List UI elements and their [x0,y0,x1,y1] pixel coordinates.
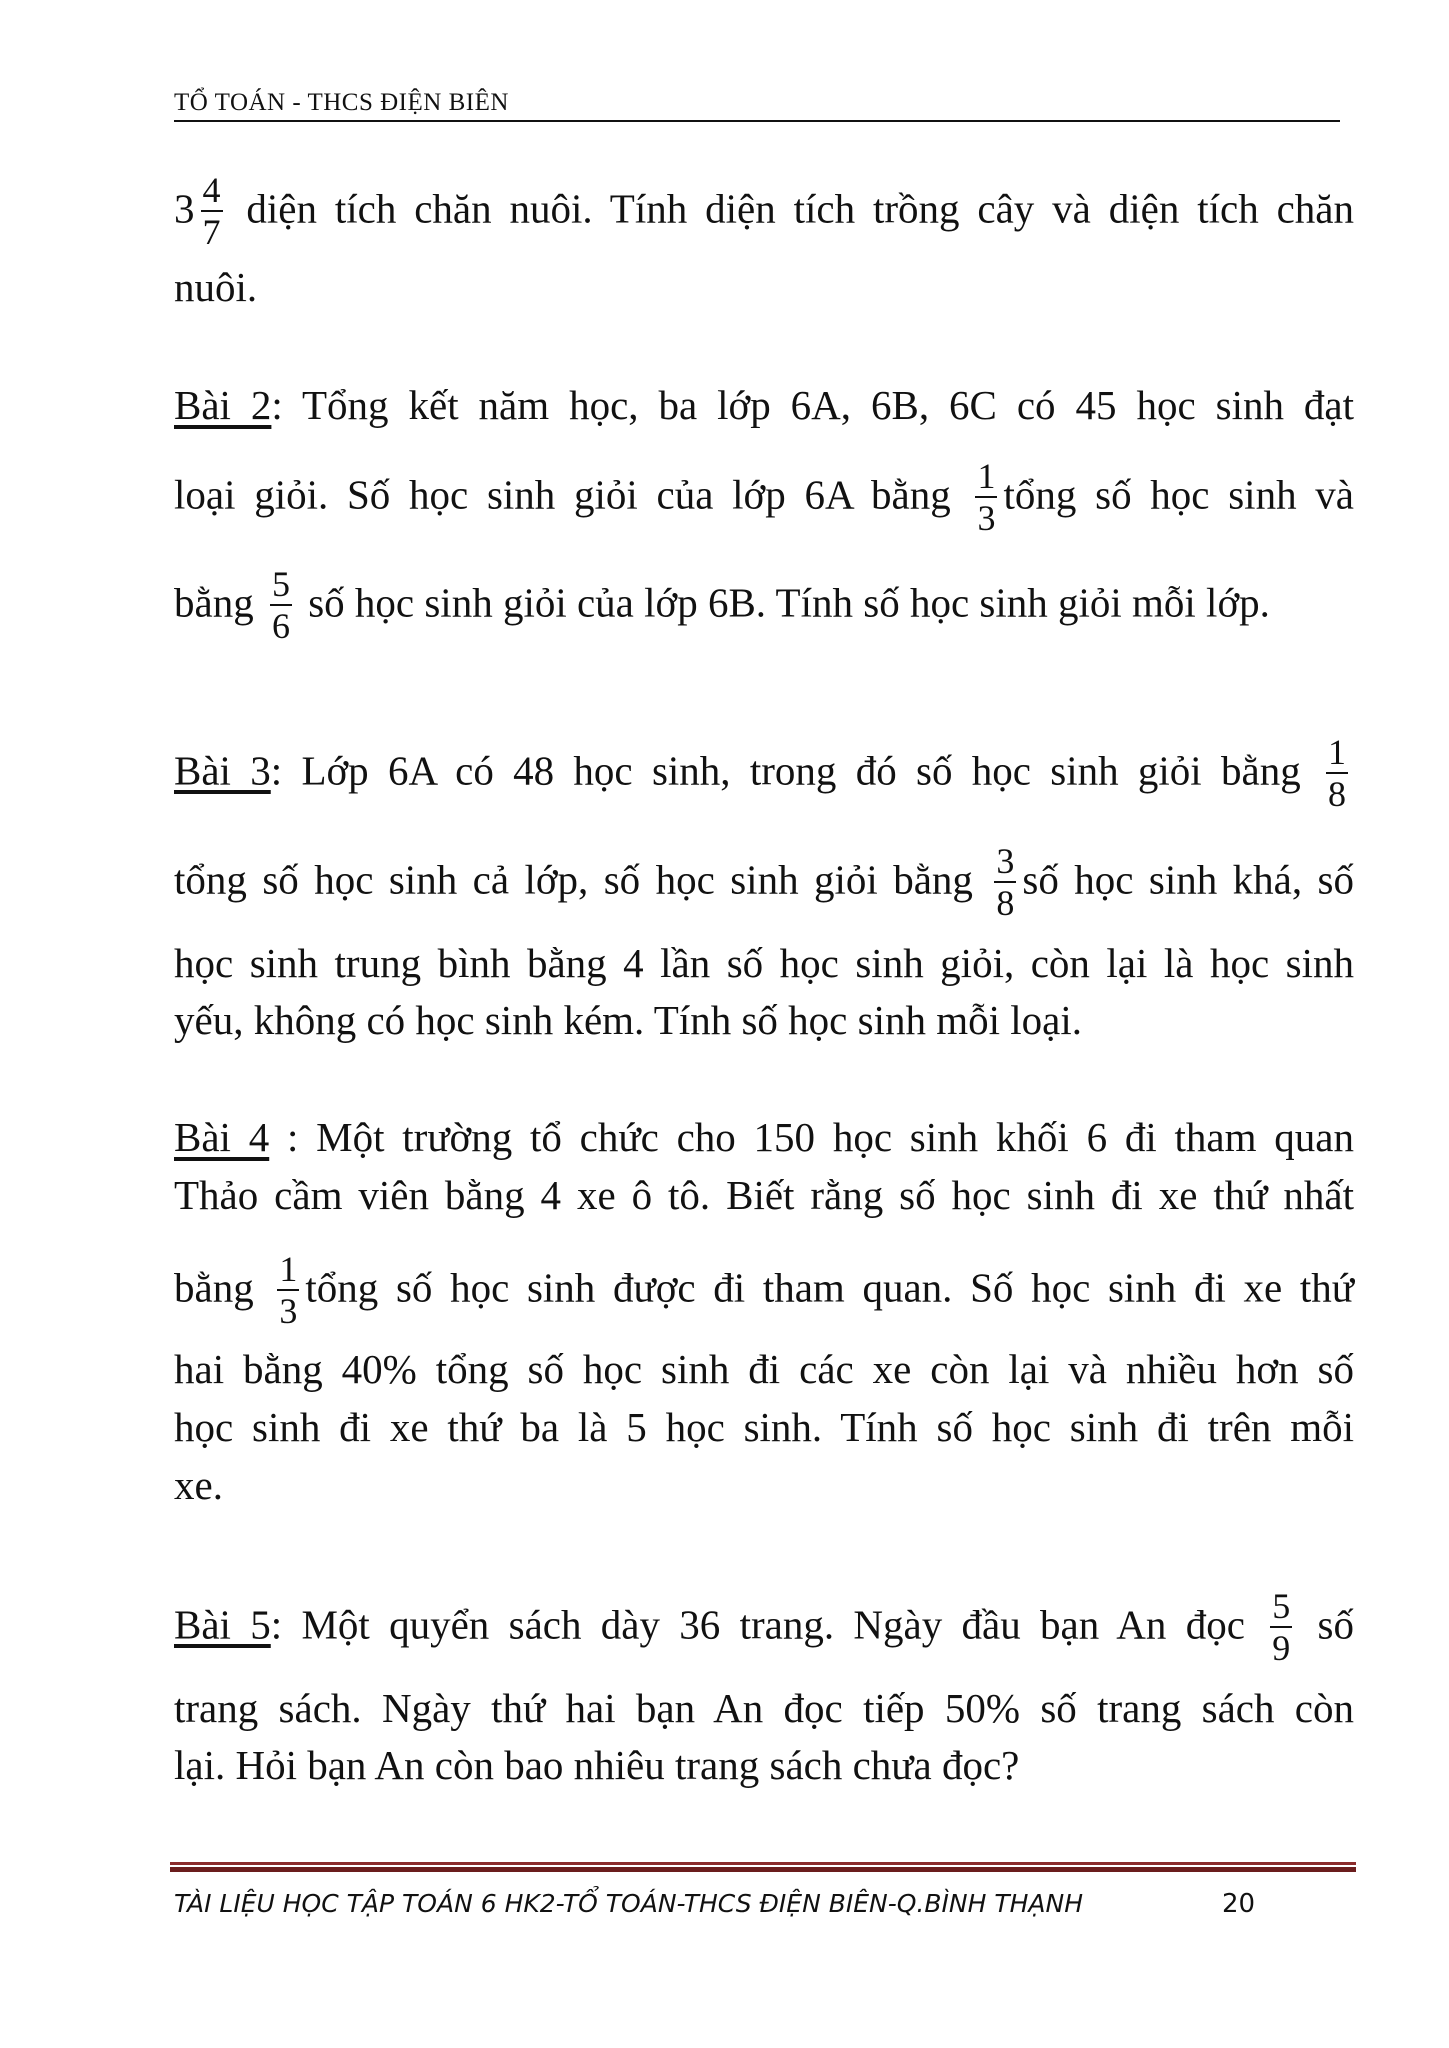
bai5-line-2: trang sách. Ngày thứ hai bạn An đọc tiếp 50% số trang sách còn [174,1685,1354,1731]
bai4-label: Bài 4 [174,1114,270,1160]
fraction: $\frac{1}{8}$ [1328,732,1347,814]
bai4-line-5: học sinh đi xe thứ ba là 5 học sinh. Tính số học sinh đi trên mỗi [174,1404,1354,1450]
bai5-line-1: Bài 5: Một quyển sách dày 36 trang. Ngày đầu bạn An đọc $\frac{5}{9}$ số [174,1586,1354,1668]
bai3-line-3: học sinh trung bình bằng 4 lần số học sinh giỏi, còn lại là học sinh [174,940,1354,986]
bai3-label: Bài 3 [174,747,271,794]
bai3-line-1: Bài 3: Lớp 6A có 48 học sinh, trong đó số học sinh giỏi bằng $\frac{1}{8}$ [174,732,1347,814]
bai4-line-6: xe. [174,1462,223,1508]
fraction: $\frac{5}{9}$ [1272,1586,1291,1668]
fraction: $\frac{4}{7}$ [202,170,221,252]
bai4-line-4: hai bằng 40% tổng số học sinh đi các xe còn lại và nhiều hơn số [174,1346,1354,1392]
bai2-label: Bài 2 [174,382,272,428]
fraction: $\frac{1}{3}$ [977,456,996,538]
page-number: 20 [1222,1889,1256,1919]
fraction: $\frac{1}{3}$ [279,1249,298,1331]
p1-line-1: 3 $\frac{4}{7}$ diện tích chăn nuôi. Tính diện tích trồng cây và diện tích chăn [174,170,1354,252]
bai5-line-3: lại. Hỏi bạn An còn bao nhiêu trang sách chưa đọc? [174,1742,1020,1788]
header-text: TỔ TOÁN - THCS ĐIỆN BIÊN [174,89,513,116]
bai4-line-1: Bài 4 : Một trường tổ chức cho 150 học sinh khối 6 đi tham quan [174,1114,1354,1160]
bai3-line-4: yếu, không có học sinh kém. Tính số học sinh mỗi loại. [174,997,1082,1043]
fraction: $\frac{3}{8}$ [996,841,1015,923]
bai2-line-3: bằng $\frac{5}{6}$ số học sinh giỏi của lớp 6B. Tính số học sinh giỏi mỗi lớp. [174,564,1270,646]
bai5-label: Bài 5 [174,1601,271,1648]
p1-line-2: nuôi. [174,264,258,310]
bai3-line-2: tổng số học sinh cả lớp, số học sinh giỏi bằng $\frac{3}{8}$ số học sinh khá, số [174,841,1355,923]
page-footer: TÀI LIỆU HỌC TẬP TOÁN 6 HK2-TỔ TOÁN-THCS ĐIỆN BIÊN-Q.BÌNH THẠNH [174,1889,1084,1918]
page-header [174,88,1340,122]
bai2-line-2: loại giỏi. Số học sinh giỏi của lớp 6A bằng $\frac{1}{3}$ tổng số học sinh và [174,456,1355,538]
footer-divider [170,1862,1356,1872]
bai4-line-2: Thảo cầm viên bằng 4 xe ô tô. Biết rằng số học sinh đi xe thứ nhất [174,1172,1354,1218]
mixed-whole: 3 [174,185,195,232]
bai2-line-1: Bài 2: Tổng kết năm học, ba lớp 6A, 6B, 6C có 45 học sinh đạt [174,382,1355,428]
fraction: $\frac{5}{6}$ [271,564,290,646]
bai4-line-3: bằng $\frac{1}{3}$ tổng số học sinh được đi tham quan. Số học sinh đi xe thứ [174,1249,1355,1331]
